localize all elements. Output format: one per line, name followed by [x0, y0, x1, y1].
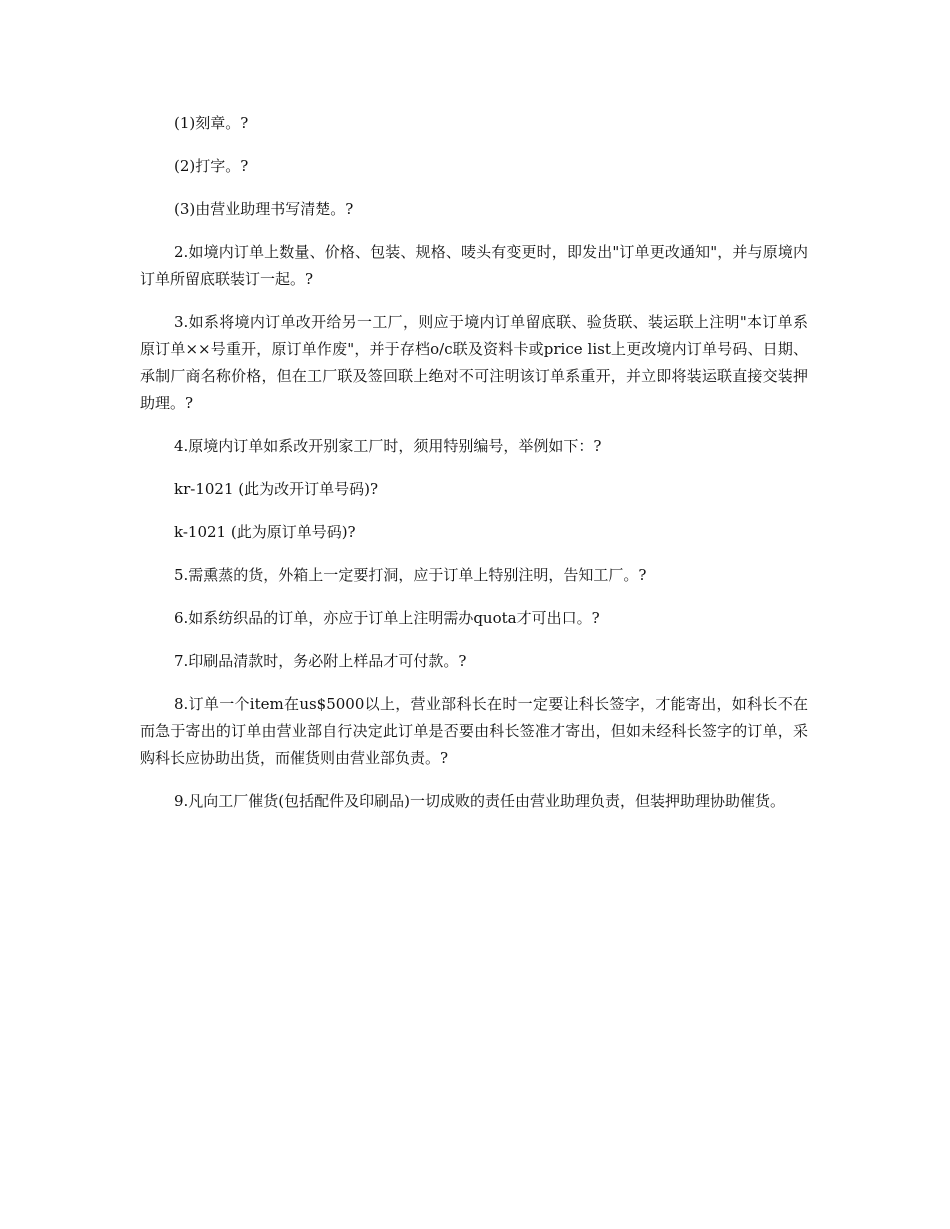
- paragraph-3: (3)由营业助理书写清楚。?: [174, 200, 354, 218]
- paragraph-2: (2)打字。?: [174, 157, 249, 175]
- paragraph-7: kr-1021 (此为改开订单号码)?: [174, 480, 379, 498]
- document-page: [140, 110, 808, 831]
- paragraph-10: 6.如系纺织品的订单，亦应于订单上注明需办quota才可出口。?: [174, 609, 600, 627]
- paragraph-13: 9.凡向工厂催货(包括配件及印刷品)一切成败的责任由营业助理负责，但装押助理协助催货。: [174, 792, 786, 810]
- paragraph-5: 3.如系将境内订单改开给另一工厂，则应于境内订单留底联、验货联、装运联上注明"本订单系原订单××号重开，原订单作废"，并于存档o/c联及资料卡或price list上更改境内订单号码、日期、承制厂商名称价格，但在工厂联及签回联上绝对不可注明该订单系重开，并立即将装运联直接交装押助理。?: [140, 313, 808, 412]
- paragraph-1: (1)刻章。?: [174, 114, 249, 132]
- paragraph-4: 2.如境内订单上数量、价格、包装、规格、唛头有变更时，即发出"订单更改通知"，并与原境内订单所留底联装订一起。?: [140, 243, 808, 288]
- paragraph-6: 4.原境内订单如系改开别家工厂时，须用特别编号，举例如下：?: [174, 437, 602, 455]
- paragraph-9: 5.需熏蒸的货，外箱上一定要打洞，应于订单上特别注明，告知工厂。?: [174, 566, 647, 584]
- paragraph-8: k-1021 (此为原订单号码)?: [174, 523, 356, 541]
- paragraph-12: 8.订单一个item在us$5000以上，营业部科长在时一定要让科长签字，才能寄出，如科长不在而急于寄出的订单由营业部自行决定此订单是否要由科长签准才寄出，但如未经科长签字的订单，采购科长应协助出货，而催货则由营业部负责。?: [140, 695, 808, 767]
- paragraph-11: 7.印刷品清款时，务必附上样品才可付款。?: [174, 652, 467, 670]
